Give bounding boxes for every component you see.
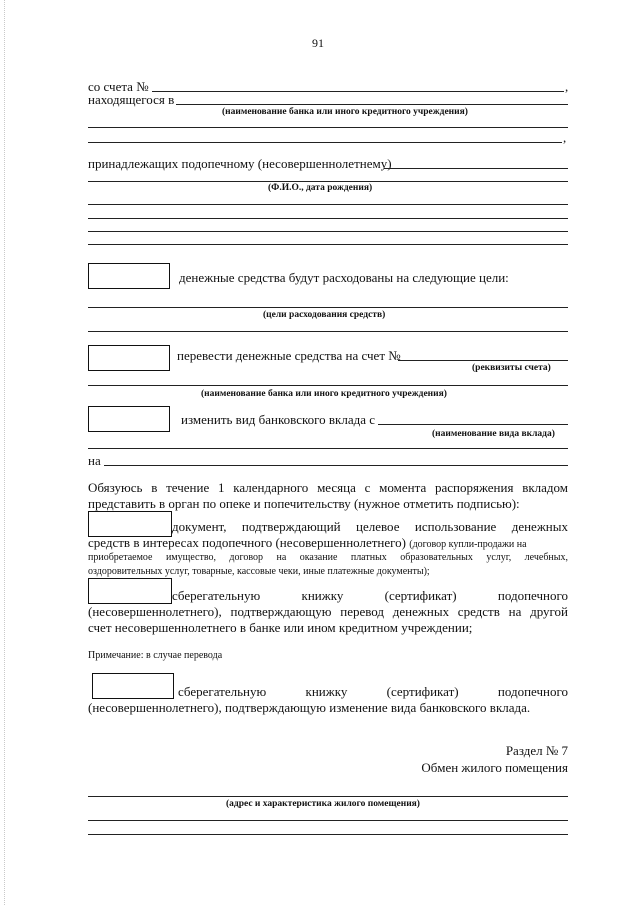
savings-book-change-checkbox[interactable]	[92, 673, 174, 699]
purpose-checkbox[interactable]	[88, 263, 170, 289]
requisites-caption: (реквизиты счета)	[472, 363, 551, 373]
blank-line[interactable]	[88, 448, 568, 449]
from-account-label: со счета №	[88, 79, 149, 94]
change-checkbox[interactable]	[88, 406, 170, 432]
section-number: Раздел № 7	[505, 743, 568, 758]
transfer-bank-caption: (наименование банка или иного кредитного учреждения)	[201, 389, 447, 399]
section-title: Обмен жилого помещения	[421, 760, 568, 775]
new-type-line[interactable]	[104, 465, 568, 466]
obligation-line-1: Обязуюсь в течение 1 календарного месяца с момента распоряжения вкладом	[88, 480, 568, 495]
belonging-label: принадлежащих подопечному (несовершеннолетнему)	[88, 156, 392, 171]
savings-1-line-2: (несовершеннолетнего), подтверждающую перевод денежных средств на другой	[88, 604, 568, 619]
document-line-2-main: средств в интересах подопечного (несовершеннолетнего)	[88, 535, 406, 550]
document-checkbox[interactable]	[88, 511, 172, 537]
deposit-type-caption: (наименование вида вклада)	[432, 429, 555, 439]
savings-1-line-3: счет несовершеннолетнего в банке или ином кредитном учреждении;	[88, 620, 473, 635]
account-number-line[interactable]	[152, 91, 564, 92]
savings-1-line-1: сберегательную книжку (сертификат) подопечного	[172, 588, 568, 603]
blank-line[interactable]	[88, 820, 568, 821]
blank-line[interactable]	[88, 244, 568, 245]
note: Примечание: в случае перевода	[88, 650, 223, 661]
blank-line[interactable]	[88, 204, 568, 205]
document-line-4: оздоровительных услуг, товарные, кассовые чеки, иные платежные документы);	[88, 566, 430, 577]
document-line-3: приобретаемое имущество, договор на оказание платных образовательных услуг, лечебных,	[88, 552, 568, 563]
scan-edge	[4, 0, 6, 905]
page-number: 91	[312, 36, 324, 50]
comma: ,	[565, 79, 569, 94]
savings-2-line-2: (несовершеннолетнего), подтверждающую изменение вида банковского вклада.	[88, 700, 531, 715]
transfer-label: перевести денежные средства на счет №	[177, 348, 401, 363]
obligation-line-2: представить в орган по опеке и попечительству (нужное отметить подписью):	[88, 496, 520, 511]
located-in-label: находящегося в	[88, 92, 175, 107]
blank-line[interactable]	[88, 218, 568, 219]
transfer-account-line[interactable]	[398, 360, 568, 361]
comma: ,	[563, 130, 567, 145]
document-line-2-small: (договор купли-продажи на	[409, 539, 527, 550]
blank-line[interactable]	[88, 142, 562, 143]
deposit-type-line[interactable]	[378, 424, 568, 425]
document-line-2	[88, 535, 527, 552]
purpose-caption: (цели расходования средств)	[263, 310, 386, 320]
address-caption: (адрес и характеристика жилого помещения)	[226, 799, 420, 809]
change-label: изменить вид банковского вклада с	[181, 412, 375, 427]
bank-caption: (наименование банка или иного кредитного учреждения)	[222, 107, 468, 117]
savings-2-line-1: сберегательную книжку (сертификат) подопечного	[178, 684, 568, 699]
purpose-label: денежные средства будут расходованы на следующие цели:	[179, 270, 509, 285]
transfer-checkbox[interactable]	[88, 345, 170, 371]
ward-line[interactable]	[384, 168, 568, 169]
blank-line[interactable]	[88, 231, 568, 232]
blank-line[interactable]	[88, 181, 568, 182]
fio-caption: (Ф.И.О., дата рождения)	[268, 183, 373, 193]
document-line-1: документ, подтверждающий целевое использование денежных	[172, 519, 568, 534]
address-line[interactable]	[88, 796, 568, 797]
blank-line[interactable]	[88, 331, 568, 332]
blank-line[interactable]	[88, 834, 568, 835]
purpose-line[interactable]	[88, 307, 568, 308]
on-label: на	[88, 453, 101, 468]
bank-name-line[interactable]	[176, 104, 568, 105]
blank-line[interactable]	[88, 127, 568, 128]
transfer-bank-line[interactable]	[88, 385, 568, 386]
savings-book-transfer-checkbox[interactable]	[88, 578, 172, 604]
